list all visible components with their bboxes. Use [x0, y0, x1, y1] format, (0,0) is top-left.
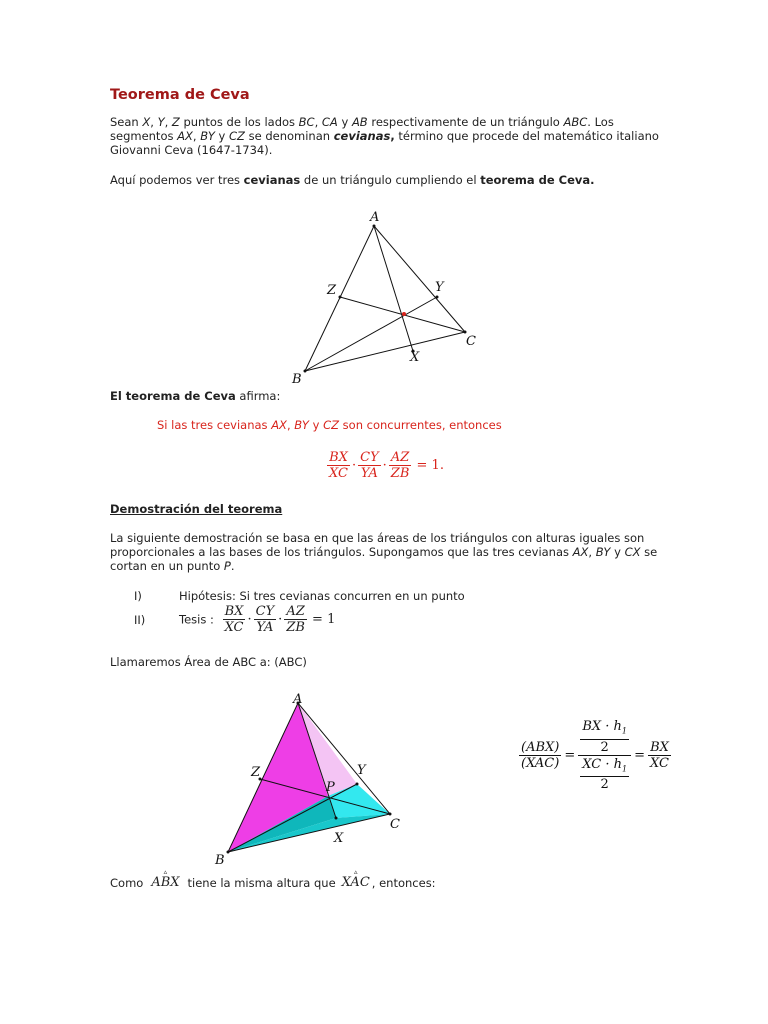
- point-label-x2: X: [334, 831, 344, 846]
- vertex-label-b2: B: [215, 853, 225, 868]
- point-label-y2: Y: [357, 763, 366, 778]
- vertex-label-a2: A: [293, 692, 303, 707]
- proof-paragraph: La siguiente demostración se basa en que las áreas de los triángulos con alturas iguales son proporcionales a las bases de los triángulos. Supongamos que las tres cevianas AX, BY y CX se cortan en un punto P.: [110, 531, 658, 573]
- point-label-x: X: [410, 350, 420, 365]
- point-label-y: Y: [435, 280, 444, 295]
- ceva-formula: $\frac{BX}{XC}$ · $\frac{CY}{YA}$ · $\frac{AZ}{ZB}$ = 1.: [329, 450, 444, 481]
- cevianas-sentence: Aquí podemos ver tres cevianas de un triángulo cumpliendo el teorema de Ceva.: [110, 173, 595, 187]
- point-label-z: Z: [327, 283, 337, 298]
- vertex-label-c2: C: [390, 817, 400, 832]
- page-title: Teorema de Ceva: [110, 87, 250, 103]
- side-ac: [374, 226, 465, 332]
- area-definition: Llamaremos Área de ABC a: (ABC): [110, 655, 307, 669]
- triangle-abx-symbol: ▵ ABX: [151, 868, 180, 890]
- side-bc: [305, 332, 465, 371]
- ceva-triangle-figure: [280, 205, 490, 390]
- concurrency-point: [402, 312, 406, 316]
- hypothesis-number: I): [134, 589, 142, 603]
- hypothesis-text: Hipótesis: Si tres cevianas concurren en un punto: [179, 589, 465, 603]
- vertex-label-b: B: [292, 372, 302, 387]
- theorem-intro: El teorema de Ceva afirma:: [110, 389, 281, 403]
- como-line: Como ▵ ABX tiene la misma altura que ▵ XAC , entonces:: [110, 868, 436, 890]
- point-label-p: P: [326, 780, 335, 795]
- side-ab: [305, 226, 374, 371]
- thesis-number: II): [134, 613, 146, 627]
- vertex-label-c: C: [466, 334, 476, 349]
- intro-paragraph: Sean X, Y, Z puntos de los lados BC, CA y AB respectivamente de un triángulo ABC. Los segmentos AX, BY y CZ se denominan cevianas, término que procede del matemático italiano Giovanni Ceva (1647-1734).: [110, 115, 659, 157]
- theorem-statement: Si las tres cevianas AX, BY y CZ son concurrentes, entonces: [157, 418, 502, 432]
- vertex-label-a: A: [370, 210, 380, 225]
- area-triangle-figure: [210, 688, 415, 868]
- point-label-z2: Z: [251, 765, 261, 780]
- area-ratio-formula: $\frac{\text{(ABX)}}{\text{(XAC)}}$ = $\frac{\frac{BX \cdot h_1}{2}}{\frac{XC \cdot h_1}{2}}$ = $\frac{BX}{XC}$: [521, 719, 669, 793]
- thesis-line: Tesis : $\frac{BX}{XC}$ · $\frac{CY}{YA}$ · $\frac{AZ}{ZB}$ = 1: [179, 604, 336, 635]
- triangle-xac-symbol: ▵ XAC: [341, 868, 370, 890]
- proof-heading: Demostración del teorema: [110, 502, 283, 516]
- cevian-ax: [374, 226, 413, 351]
